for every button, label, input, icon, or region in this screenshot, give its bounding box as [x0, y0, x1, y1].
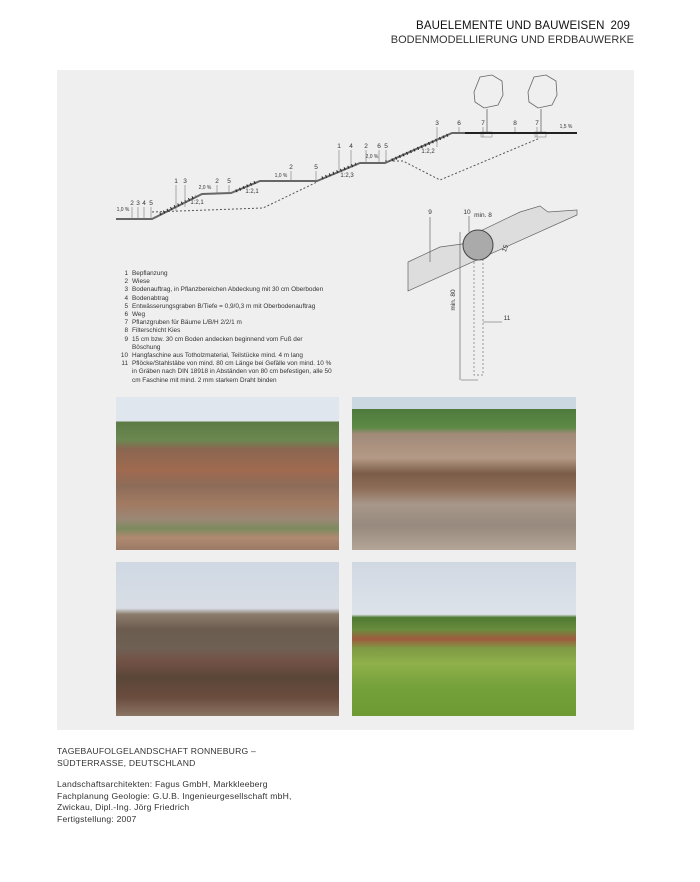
legend-item: 3 Bodenauftrag, in Pflanzbereichen Abdeckung mit 30 cm Oberboden: [124, 286, 324, 294]
detail-label: min. 80: [450, 289, 457, 311]
figure-caption: [57, 746, 292, 826]
subchapter-title: BODENMODELLIERUNG UND ERDBAUWERKE: [390, 34, 634, 46]
legend-item: 5 Entwässerungsgraben B/Tiefe = 0,9/0,3 m mit Oberbodenauftrag: [124, 302, 316, 310]
section-label: 2,0 %: [365, 154, 379, 160]
section-label: 3: [435, 120, 439, 127]
section-label: 1,0 %: [116, 207, 130, 213]
caption-credit: Zwickau, Dipl.-Ing. Jörg Friedrich: [57, 802, 190, 813]
section-label: 1,0 %: [274, 173, 288, 179]
section-label: 8: [513, 120, 517, 127]
section-label: 6: [457, 120, 461, 127]
caption-title: TAGEBAUFOLGELANDSCHAFT RONNEBURG –: [57, 746, 256, 756]
detail-label: 15: [501, 243, 511, 254]
caption-credit: Fertigstellung: 2007: [57, 813, 137, 824]
photo-terraces-construction-2: [352, 397, 576, 550]
section-label: 4: [349, 143, 353, 150]
section-label: 6: [377, 143, 381, 150]
section-label: 1: [174, 178, 178, 185]
section-label: 5: [149, 200, 153, 207]
legend-item: 11 Pflöcke/Stahlstäbe von mind. 80 cm Länge bei Gefälle von mind. 10 % in Gräben nach DIN 18918 in Abständen von 80 cm befestigen, alle 50 cm Faschine mit mind. 2 mm starkem Draht binden: [121, 360, 332, 384]
section-label: 1: [337, 143, 341, 150]
slope-label: 1:2,1: [245, 189, 259, 195]
section-label: 2: [130, 200, 134, 207]
detail-label: min. 8: [474, 212, 492, 219]
original-ground-line-2: [385, 138, 540, 180]
legend-item: 2 Wiese: [124, 278, 150, 286]
detail-label: 10: [463, 209, 471, 216]
section-label: 5: [314, 164, 318, 171]
section-label: 2,0 %: [198, 185, 212, 191]
section-label: 5: [384, 143, 388, 150]
legend-item: 4 Bodenabtrag: [124, 294, 169, 302]
section-label: 4: [142, 200, 146, 207]
detail-label: 9: [428, 209, 432, 216]
legend: [118, 270, 338, 385]
section-label: 2: [215, 178, 219, 185]
tree-icon: [474, 75, 503, 133]
legend-item: 9 15 cm bzw. 30 cm Boden andecken beginnend vom Fuß der Böschung: [124, 335, 303, 351]
caption-credit: Fachplanung Geologie: G.U.B. Ingenieurgesellschaft mbH,: [57, 790, 292, 801]
section-label: 7: [535, 120, 539, 127]
chapter-title: BAUELEMENTE UND BAUWEISEN: [416, 20, 605, 32]
stake: [474, 260, 483, 375]
photo-terraces-construction-1: [116, 397, 339, 550]
legend-item: 6 Weg: [124, 311, 146, 319]
page-number: 209: [610, 20, 630, 32]
slope-label: 1:2,1: [190, 200, 204, 206]
terrace-section-diagram: [0, 0, 700, 400]
section-label: 3: [136, 200, 140, 207]
section-label: 2: [289, 164, 293, 171]
legend-item: 7 Pflanzgruben für Bäume L/B/H 2/2/1 m: [124, 319, 242, 327]
fascine-detail-diagram: [408, 206, 577, 380]
legend-item: 1 Bepflanzung: [124, 270, 168, 277]
section-label: 3: [183, 178, 187, 185]
legend-item: 8 Filterschicht Kies: [124, 327, 181, 335]
caption-credit: Landschaftsarchitekten: Fagus GmbH, Markkleeberg: [57, 779, 268, 790]
slope-label: 1:2,2: [421, 149, 435, 155]
section-label: 1,5 %: [559, 124, 573, 130]
photo-terraces-town-view: [116, 562, 339, 716]
photo-terraces-completed: [352, 562, 576, 716]
section-label: 7: [481, 120, 485, 127]
fascine-bundle: [463, 230, 493, 260]
section-label: 2: [364, 143, 368, 150]
slope-label: 1:2,3: [340, 173, 354, 179]
caption-title: SÜDTERRASSE, DEUTSCHLAND: [57, 757, 196, 768]
section-label: 5: [227, 178, 231, 185]
detail-label: 11: [503, 315, 511, 322]
legend-item: 10 Hangfaschine aus Totholzmaterial, Teilstücke mind. 4 m lang: [120, 352, 303, 360]
tree-icon: [528, 75, 557, 133]
